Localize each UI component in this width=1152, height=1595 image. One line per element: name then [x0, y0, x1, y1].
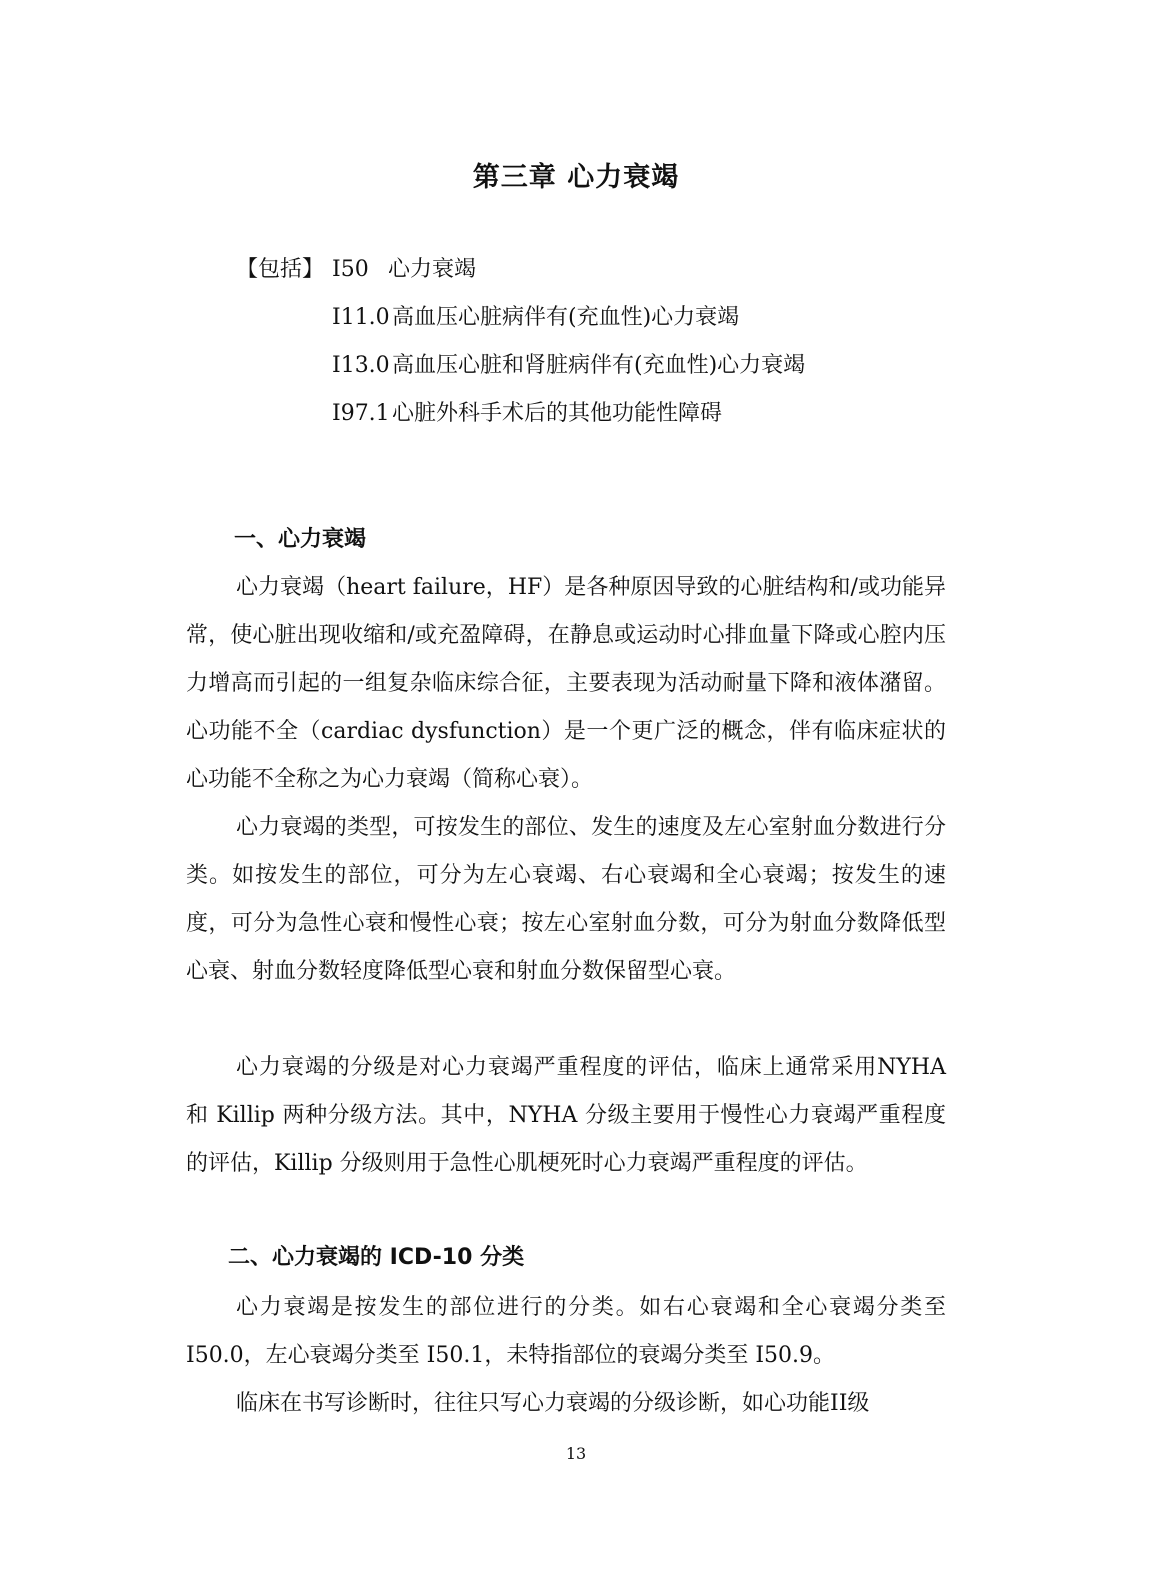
body-paragraph: 临床在书写诊断时，往往只写心力衰竭的分级诊断，如心功能II级 [236, 1391, 870, 1416]
includes-lead: 【包括】 [236, 257, 325, 282]
includes-code: I97.1 [332, 401, 390, 426]
includes-desc: 心力衰竭 [388, 257, 477, 282]
includes-list [236, 246, 805, 438]
body-paragraph: 心力衰竭的分级是对心力衰竭严重程度的评估，临床上通常采用NYHA 和 Killip 两种分级方法。其中，NYHA 分级主要用于慢性心力衰竭严重程度的评估，Killip 分级则用于急性心肌梗死时心力衰竭严重程度的评估。 [186, 1055, 946, 1176]
chapter-title: 第三章 心力衰竭 [472, 162, 680, 193]
includes-item [236, 390, 805, 438]
body-paragraph: 心力衰竭是按发生的部位进行的分类。如右心衰竭和全心衰竭分类至 I50.0，左心衰竭分类至 I50.1，未特指部位的衰竭分类至 I50.9。 [186, 1295, 946, 1368]
includes-code: I13.0 [332, 353, 390, 378]
includes-code: I50 [332, 257, 369, 282]
section-heading: 二、心力衰竭的 ICD-10 分类 [228, 1245, 525, 1270]
includes-desc: 高血压心脏和肾脏病伴有(充血性)心力衰竭 [392, 353, 806, 378]
includes-item [236, 294, 805, 342]
includes-desc: 高血压心脏病伴有(充血性)心力衰竭 [392, 305, 740, 330]
includes-desc: 心脏外科手术后的其他功能性障碍 [392, 401, 723, 426]
page-number: 13 [565, 1444, 587, 1463]
includes-code: I11.0 [332, 305, 390, 330]
body-paragraph: 心力衰竭的类型，可按发生的部位、发生的速度及左心室射血分数进行分类。如按发生的部位，可分为左心衰竭、右心衰竭和全心衰竭；按发生的速度，可分为急性心衰和慢性心衰；按左心室射血分数，可分为射血分数降低型心衰、射血分数轻度降低型心衰和射血分数保留型心衰。 [186, 815, 946, 984]
body-paragraph: 心力衰竭（heart failure，HF）是各种原因导致的心脏结构和/或功能异常，使心脏出现收缩和/或充盈障碍，在静息或运动时心排血量下降或心腔内压力增高而引起的一组复杂临床综合征，主要表现为活动耐量下降和液体潴留。心功能不全（cardiac dysfunction）是一个更广泛的概念，伴有临床症状的心功能不全称之为心力衰竭（简称心衰）。 [186, 575, 946, 792]
includes-item [236, 246, 805, 294]
section-heading: 一、心力衰竭 [234, 527, 367, 552]
includes-item [236, 342, 805, 390]
